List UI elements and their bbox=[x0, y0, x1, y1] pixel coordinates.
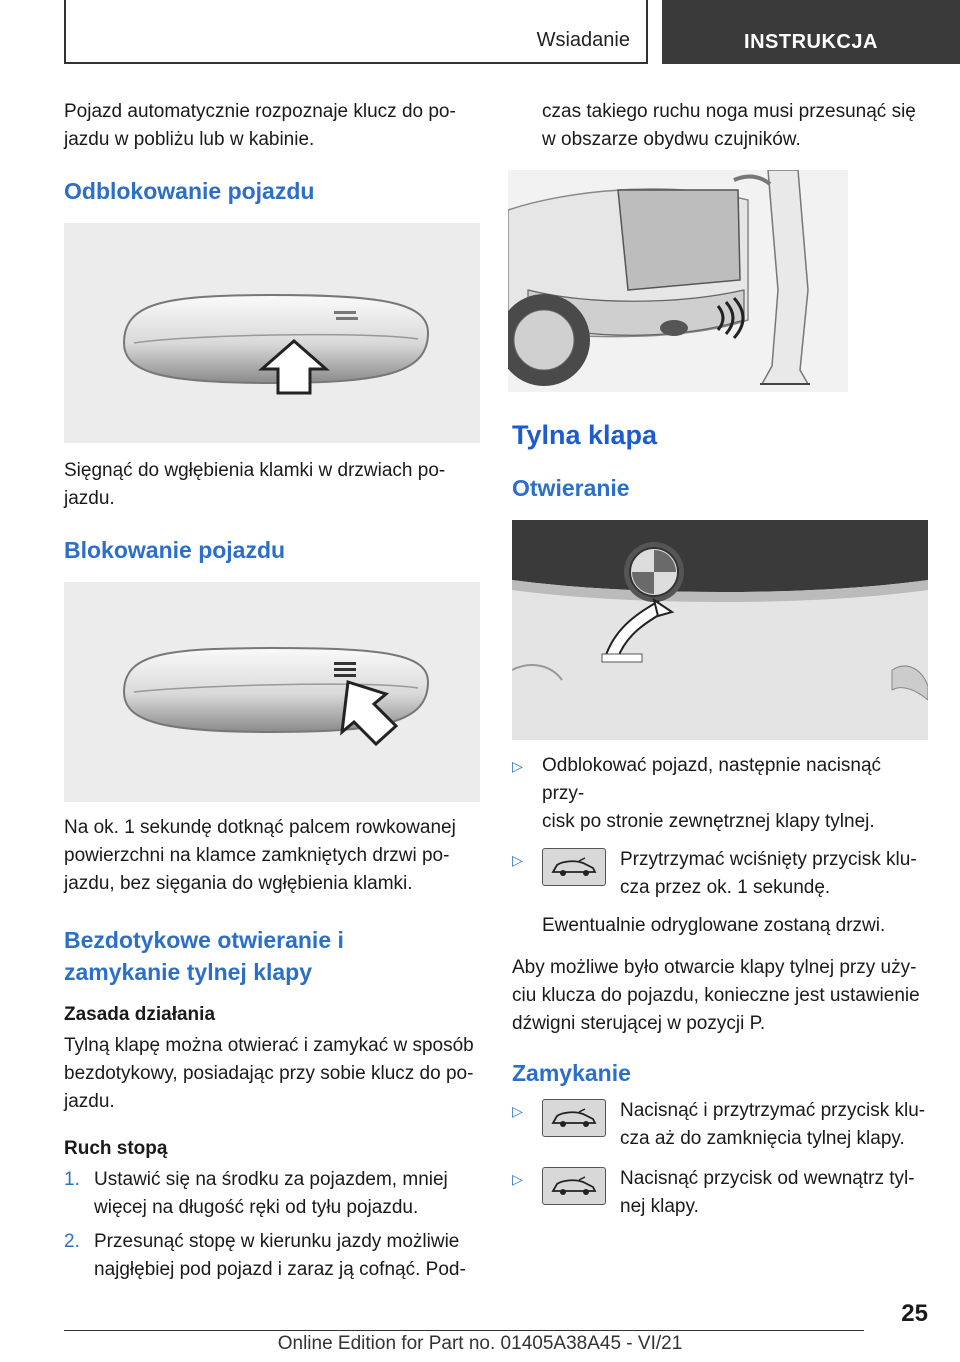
list-item bbox=[512, 846, 928, 902]
page-number: 25 bbox=[901, 1300, 928, 1327]
step-number: 1. bbox=[64, 1169, 80, 1190]
triangle-bullet-icon: ▷ bbox=[512, 852, 523, 868]
door-handle-lock-image bbox=[64, 582, 480, 802]
foot-sensor-image bbox=[508, 170, 848, 392]
closing-heading: Zamykanie bbox=[512, 1060, 631, 1086]
open-item-text: Przytrzymać wciśnięty przycisk klu- cza przez ok. 1 sekundę. bbox=[620, 849, 917, 898]
close-item-text: Nacisnąć przycisk od wewnątrz tyl- nej klapy. bbox=[620, 1168, 915, 1217]
section-title: Wsiadanie bbox=[536, 29, 630, 51]
tailgate-button-image bbox=[512, 520, 928, 740]
open-note: Ewentualnie odryglowane zostaną drzwi. bbox=[542, 915, 886, 936]
open-item-text: Odblokować pojazd, następnie nacisnąć przy- cisk po stronie zewnętrznej klapy tylnej. bbox=[542, 755, 882, 832]
triangle-bullet-icon: ▷ bbox=[512, 1171, 523, 1187]
chapter-title: INSTRUKCJA bbox=[744, 31, 878, 53]
right-column bbox=[512, 98, 928, 1221]
triangle-bullet-icon: ▷ bbox=[512, 758, 523, 774]
contactless-heading: Bezdotykowe otwieranie i zamykanie tylnej klapy bbox=[64, 927, 344, 985]
footer-divider bbox=[64, 1330, 864, 1331]
foot-heading: Ruch stopą bbox=[64, 1138, 168, 1159]
header-section-box bbox=[64, 0, 648, 64]
door-handle-unlock-image bbox=[64, 223, 480, 443]
lock-heading: Blokowanie pojazdu bbox=[64, 537, 286, 563]
footer-edition: Online Edition for Part no. 01405A38A45 - VI/21 bbox=[277, 1333, 683, 1354]
tailgate-car-button-icon bbox=[542, 1099, 606, 1137]
step-number: 2. bbox=[64, 1231, 80, 1252]
continued-text: czas takiego ruchu noga musi przesunąć się w obszarze obydwu czujników. bbox=[542, 101, 916, 150]
list-item bbox=[64, 1228, 480, 1284]
opening-heading: Otwieranie bbox=[512, 475, 630, 501]
step-text: Ustawić się na środku za pojazdem, mniej więcej na długość ręki od tyłu pojazdu. bbox=[94, 1169, 448, 1218]
steps-list bbox=[64, 1166, 480, 1284]
list-item bbox=[512, 1097, 928, 1153]
lock-text: Na ok. 1 sekundę dotknąć palcem rowkowanej powierzchni na klamce zamkniętych drzwi po- jazdu, bez sięgania do wgłębienia klamki. bbox=[64, 817, 456, 894]
list-item bbox=[512, 1165, 928, 1221]
list-item bbox=[64, 1166, 480, 1222]
left-column bbox=[64, 98, 480, 1284]
open-paragraph: Aby możliwe było otwarcie klapy tylnej przy uży- ciu klucza do pojazdu, konieczne jest ustawienie dźwigni sterującej w pozycji P. bbox=[512, 957, 920, 1034]
intro-text: Pojazd automatycznie rozpoznaje klucz do po- jazdu w pobliżu lub w kabinie. bbox=[64, 101, 456, 150]
unlock-heading: Odblokowanie pojazdu bbox=[64, 178, 315, 204]
close-list bbox=[512, 1097, 928, 1221]
header-chapter-box bbox=[662, 0, 960, 64]
close-item-text: Nacisnąć i przytrzymać przycisk klu- cza aż do zamknięcia tylnej klapy. bbox=[620, 1100, 926, 1149]
tailgate-car-button-icon bbox=[542, 1167, 606, 1205]
open-list bbox=[512, 752, 928, 940]
tailgate-car-button-icon bbox=[542, 848, 606, 886]
principle-text: Tylną klapę można otwierać i zamykać w sposób bezdotykowy, posiadając przy sobie klucz do po- jazdu. bbox=[64, 1035, 474, 1112]
unlock-text: Sięgnąć do wgłębienia klamki w drzwiach po- jazdu. bbox=[64, 460, 446, 509]
step-text: Przesunąć stopę w kierunku jazdy możliwie najgłębiej pod pojazd i zaraz ją cofnąć. Pod- bbox=[94, 1231, 466, 1280]
principle-heading: Zasada działania bbox=[64, 1004, 216, 1025]
tailgate-heading: Tylna klapa bbox=[512, 420, 658, 450]
triangle-bullet-icon: ▷ bbox=[512, 1103, 523, 1119]
list-item bbox=[512, 752, 928, 836]
